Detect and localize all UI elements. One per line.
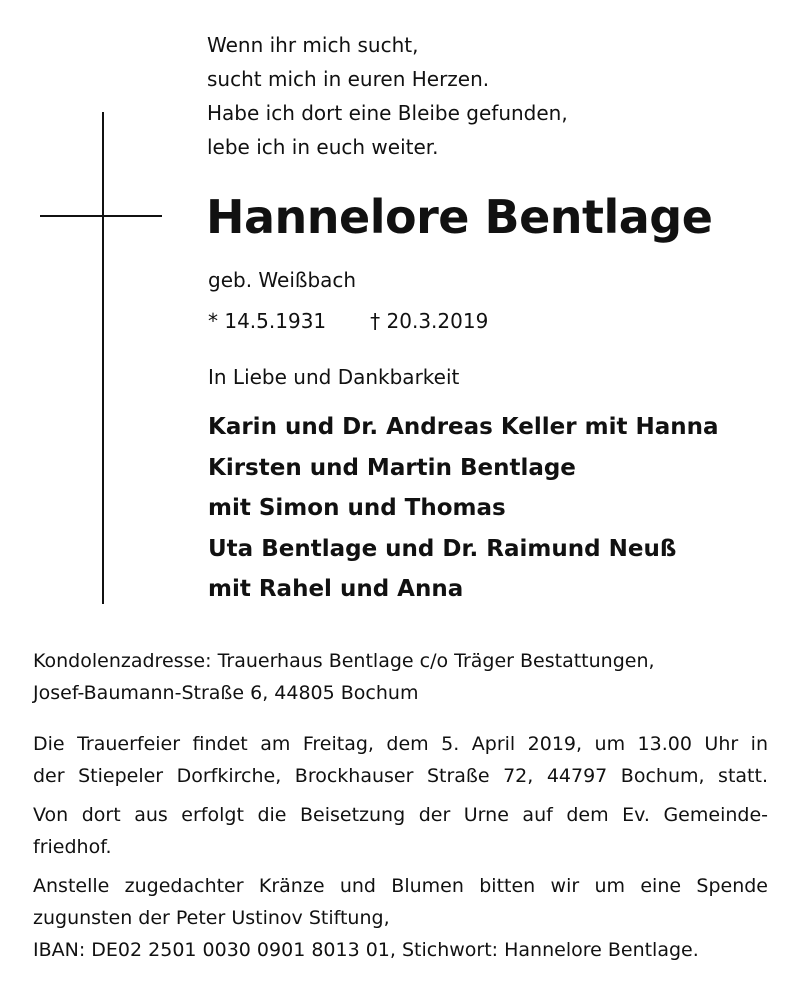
burial-info xyxy=(33,799,768,863)
poem-line: lebe ich in euch weiter. xyxy=(207,135,439,159)
cross-icon-vertical-bar xyxy=(102,112,104,604)
condolence-address xyxy=(33,645,768,709)
mourner-line: Uta Bentlage und Dr. Raimund Neuß xyxy=(208,535,677,562)
donation-line: Anstelle zugedachter Kränze und Blumen bitten wir um eine Spende xyxy=(33,875,768,897)
donation-info xyxy=(33,870,768,966)
donation-line: IBAN: DE02 2501 0030 0901 8013 01, Stichwort: Hannelore Bentlage. xyxy=(33,939,699,961)
ceremony-line: Die Trauerfeier findet am Freitag, dem 5. April 2019, um 13.00 Uhr in xyxy=(33,733,768,755)
donation-line: zugunsten der Peter Ustinov Stiftung, xyxy=(33,907,390,929)
condolence-line: Kondolenzadresse: Trauerhaus Bentlage c/o Träger Bestattungen, xyxy=(33,650,655,672)
dedication: In Liebe und Dankbarkeit xyxy=(208,365,460,389)
ceremony-info xyxy=(33,728,768,792)
mourner-line: mit Simon und Thomas xyxy=(208,495,506,521)
birth-date: * 14.5.1931 xyxy=(208,309,327,333)
mourner-line: Karin und Dr. Andreas Keller mit Hanna xyxy=(208,414,719,440)
condolence-line: Josef-Baumann-Straße 6, 44805 Bochum xyxy=(33,682,419,704)
poem-line: Wenn ihr mich sucht, xyxy=(207,33,419,57)
poem-line: sucht mich in euren Herzen. xyxy=(207,67,490,91)
burial-line: Von dort aus erfolgt die Beisetzung der Urne auf dem Ev. Gemeinde- xyxy=(33,804,768,826)
mourner-line: mit Rahel und Anna xyxy=(208,576,464,602)
burial-line: friedhof. xyxy=(33,836,112,858)
mourners-list xyxy=(208,407,719,610)
mourner-line: Kirsten und Martin Bentlage xyxy=(208,454,576,481)
poem-line: Habe ich dort eine Bleibe gefunden, xyxy=(207,101,568,125)
ceremony-line: der Stiepeler Dorfkirche, Brockhauser Straße 72, 44797 Bochum, statt. xyxy=(33,765,768,787)
deceased-name: Hannelore Bentlage xyxy=(206,190,713,244)
death-date: † 20.3.2019 xyxy=(370,309,489,333)
cross-icon-horizontal-bar xyxy=(40,215,162,217)
poem xyxy=(207,28,568,164)
born-name: geb. Weißbach xyxy=(208,268,357,292)
life-dates xyxy=(208,309,488,333)
